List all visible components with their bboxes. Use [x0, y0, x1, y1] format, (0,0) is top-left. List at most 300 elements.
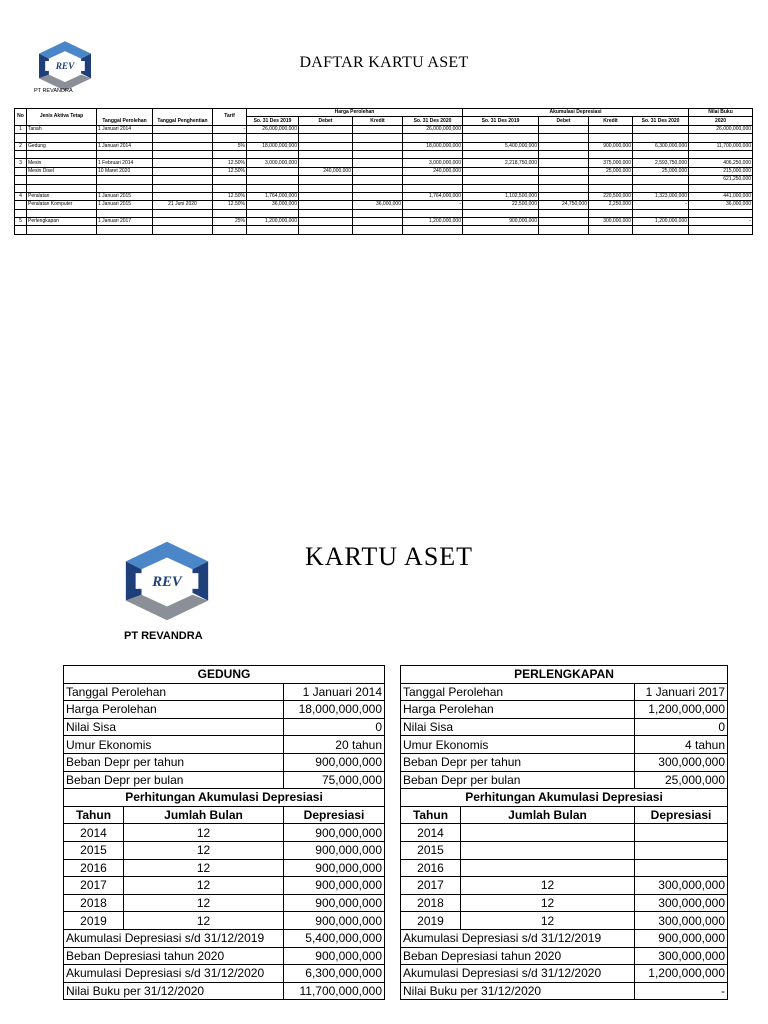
card-summary-row	[64, 929, 385, 947]
register-cell-no	[15, 167, 27, 175]
register-cell-hp19	[247, 176, 299, 184]
register-cell-nb: -	[689, 218, 753, 226]
register-cell-ad19: 5,400,000,000	[463, 142, 539, 150]
register-cell-hpd	[299, 192, 353, 200]
card-year: 2015	[401, 841, 461, 859]
card-year: 2019	[401, 912, 461, 930]
register-cell-th	[153, 134, 213, 142]
asset-card-gedung	[63, 665, 385, 1000]
register-cell-jenis	[27, 209, 97, 217]
card-depreciation: 900,000,000	[284, 841, 385, 859]
register-cell-add	[539, 218, 589, 226]
card-year: 2016	[64, 859, 124, 877]
register-cell-adk	[589, 134, 633, 142]
register-cell-ad20	[633, 150, 689, 158]
card-months	[461, 859, 635, 877]
register-cell-adk: 900,000,000	[589, 142, 633, 150]
card-year: 2018	[401, 894, 461, 912]
register-cell-ad20	[633, 226, 689, 234]
register-cell-hpk	[353, 150, 403, 158]
register-cell-th	[153, 167, 213, 175]
register-cell-tarif	[213, 176, 247, 184]
register-cell-hpk	[353, 184, 403, 192]
card-summary-label: Akumulasi Depresiasi s/d 31/12/2020	[401, 965, 635, 983]
register-cell-tp: 1 Januari 2014	[97, 142, 153, 150]
register-cell-ad20: 6,300,000,000	[633, 142, 689, 150]
register-cell-hpk	[353, 226, 403, 234]
kartu-aset-title: KARTU ASET	[305, 542, 474, 571]
register-cell-no	[15, 201, 27, 209]
register-cell-hp20: 240,000,000	[403, 167, 463, 175]
card-year-row	[64, 824, 385, 842]
register-cell-add	[539, 125, 589, 133]
register-row	[15, 142, 753, 150]
register-cell-th	[153, 218, 213, 226]
col-tanggal-perolehan: Tanggal Perolehan	[97, 109, 153, 126]
register-cell-nb: 621,250,000	[689, 176, 753, 184]
card-info-label: Umur Ekonomis	[401, 736, 635, 754]
register-cell-hpd	[299, 142, 353, 150]
register-cell-tarif	[213, 209, 247, 217]
card-summary-value: 6,300,000,000	[284, 965, 385, 983]
register-row	[15, 176, 753, 184]
register-cell-adk	[589, 176, 633, 184]
register-cell-no: 2	[15, 142, 27, 150]
register-cell-jenis: Tanah	[27, 125, 97, 133]
register-cell-tarif: 12.50%	[213, 201, 247, 209]
card-info-row	[401, 701, 728, 719]
register-cell-th	[153, 192, 213, 200]
register-cell-no	[15, 134, 27, 142]
card-summary-row	[401, 965, 728, 983]
card-summary-row	[64, 947, 385, 965]
register-cell-hp20	[403, 150, 463, 158]
register-cell-th	[153, 125, 213, 133]
register-cell-th	[153, 159, 213, 167]
register-cell-no	[15, 150, 27, 158]
card-colheader-row	[401, 806, 728, 824]
card-info-value: 25,000,000	[635, 771, 728, 789]
card-summary-value: 900,000,000	[635, 929, 728, 947]
register-cell-hpk	[353, 176, 403, 184]
register-cell-hp19: 1,764,000,000	[247, 192, 299, 200]
register-cell-adk	[589, 184, 633, 192]
register-cell-tp: 1 Januari 2014	[97, 125, 153, 133]
register-cell-hp20: 26,000,000,000	[403, 125, 463, 133]
register-cell-no	[15, 226, 27, 234]
card-depreciation: 300,000,000	[635, 877, 728, 895]
register-cell-th: 21 Juni 2020	[153, 201, 213, 209]
register-cell-hpk	[353, 125, 403, 133]
card-summary-value: 1,200,000,000	[635, 965, 728, 983]
register-cell-ad19	[463, 167, 539, 175]
card-info-label: Beban Depr per bulan	[401, 771, 635, 789]
register-cell-hpk	[353, 209, 403, 217]
register-cell-ad20: -	[633, 201, 689, 209]
register-cell-hpk	[353, 159, 403, 167]
card-info-row	[401, 771, 728, 789]
register-cell-ad20	[633, 176, 689, 184]
register-row	[15, 209, 753, 217]
register-cell-jenis	[27, 134, 97, 142]
register-cell-ad19	[463, 226, 539, 234]
register-cell-th	[153, 209, 213, 217]
register-cell-add	[539, 167, 589, 175]
card-summary-label: Beban Depresiasi tahun 2020	[64, 947, 284, 965]
register-cell-tp	[97, 176, 153, 184]
card-col-header: Jumlah Bulan	[124, 806, 284, 824]
card-info-label: Nilai Sisa	[401, 718, 635, 736]
card-section-title: Perhitungan Akumulasi Depresiasi	[64, 789, 385, 807]
card-info-row	[401, 718, 728, 736]
card-year-row	[64, 841, 385, 859]
card-info-value: 18,000,000,000	[284, 701, 385, 719]
register-cell-hpk	[353, 218, 403, 226]
col-group-akumulasi: Akumulasi Depresiasi	[463, 109, 689, 117]
register-cell-ad19: 900,000,000	[463, 218, 539, 226]
register-cell-hp19: 26,000,000,000	[247, 125, 299, 133]
register-cell-hpd	[299, 218, 353, 226]
company-name: PT REVANDRA	[34, 88, 73, 94]
register-cell-tarif	[213, 184, 247, 192]
register-cell-adk	[589, 226, 633, 234]
register-cell-ad19	[463, 209, 539, 217]
register-cell-nb: 36,000,000	[689, 201, 753, 209]
register-body	[15, 125, 753, 234]
card-year-row	[401, 841, 728, 859]
card-summary-row	[401, 929, 728, 947]
register-cell-add	[539, 176, 589, 184]
card-depreciation: 300,000,000	[635, 912, 728, 930]
card-months: 12	[124, 841, 284, 859]
card-months: 12	[124, 912, 284, 930]
card-summary-value: 11,700,000,000	[284, 982, 385, 1000]
card-info-row	[64, 753, 385, 771]
card-months	[461, 824, 635, 842]
card-info-row	[64, 718, 385, 736]
register-cell-adk	[589, 209, 633, 217]
card-year-row	[401, 912, 728, 930]
register-cell-tp	[97, 226, 153, 234]
register-title: DAFTAR KARTU ASET	[299, 54, 469, 71]
register-cell-hpd	[299, 201, 353, 209]
register-cell-adk: 25,000,000	[589, 167, 633, 175]
register-cell-tp	[97, 209, 153, 217]
card-summary-row	[64, 965, 385, 983]
register-cell-adk: 220,500,000	[589, 192, 633, 200]
register-cell-ad20	[633, 125, 689, 133]
card-year-row	[401, 877, 728, 895]
register-cell-hpd	[299, 226, 353, 234]
register-cell-ad19	[463, 134, 539, 142]
col-tanggal-penghentian: Tanggal Penghentian	[153, 109, 213, 126]
register-row	[15, 125, 753, 133]
register-cell-jenis	[27, 184, 97, 192]
card-year-row	[401, 894, 728, 912]
col-group-harga-perolehan: Harga Perolehan	[247, 109, 463, 117]
card-info-value: 900,000,000	[284, 753, 385, 771]
register-cell-hp19: 3,000,000,000	[247, 159, 299, 167]
card-info-value: 0	[284, 718, 385, 736]
card-col-header: Tahun	[401, 806, 461, 824]
register-cell-jenis: Mesin	[27, 159, 97, 167]
card-summary-value: 300,000,000	[635, 947, 728, 965]
card-info-label: Beban Depr per tahun	[401, 753, 635, 771]
register-cell-add	[539, 159, 589, 167]
card-info-row	[64, 736, 385, 754]
card-year: 2019	[64, 912, 124, 930]
card-months: 12	[124, 877, 284, 895]
register-cell-ad20	[633, 184, 689, 192]
register-cell-hpk: 36,000,000	[353, 201, 403, 209]
card-info-label: Beban Depr per tahun	[64, 753, 284, 771]
register-header-row-1	[15, 109, 753, 117]
register-cell-hp19: 18,000,000,000	[247, 142, 299, 150]
card-depreciation: 300,000,000	[635, 894, 728, 912]
register-cell-hp20: -	[403, 201, 463, 209]
register-row	[15, 134, 753, 142]
register-cell-no: 3	[15, 159, 27, 167]
register-cell-jenis: Gedung	[27, 142, 97, 150]
card-summary-row	[64, 982, 385, 1000]
svg-text:REV: REV	[152, 573, 182, 590]
card-info-row	[64, 771, 385, 789]
asset-register-table	[14, 108, 753, 235]
card-section-title: Perhitungan Akumulasi Depresiasi	[401, 789, 728, 807]
card-depreciation	[635, 824, 728, 842]
card-depreciation: 900,000,000	[284, 824, 385, 842]
register-cell-hp19	[247, 134, 299, 142]
register-cell-nb	[689, 134, 753, 142]
card-info-value: 1 Januari 2017	[635, 683, 728, 701]
register-cell-th	[153, 142, 213, 150]
register-cell-hp20: 18,000,000,000	[403, 142, 463, 150]
register-cell-adk	[589, 125, 633, 133]
register-cell-add	[539, 192, 589, 200]
register-cell-hp20: 3,000,000,000	[403, 159, 463, 167]
register-cell-adk: 375,000,000	[589, 159, 633, 167]
card-depreciation	[635, 841, 728, 859]
card-info-label: Umur Ekonomis	[64, 736, 284, 754]
col-no: No	[15, 109, 27, 126]
register-cell-tarif	[213, 150, 247, 158]
register-cell-jenis: Perlengkapan	[27, 218, 97, 226]
register-cell-hp19	[247, 226, 299, 234]
register-cell-hp20	[403, 209, 463, 217]
register-cell-add	[539, 150, 589, 158]
col-nb-2020: 2020	[689, 117, 753, 125]
register-cell-tp	[97, 134, 153, 142]
company-name-large: PT REVANDRA	[124, 630, 203, 642]
register-cell-no: 5	[15, 218, 27, 226]
register-cell-adk: 300,000,000	[589, 218, 633, 226]
card-info-row	[401, 753, 728, 771]
register-cell-hp19	[247, 167, 299, 175]
card-year-row	[64, 859, 385, 877]
register-cell-no	[15, 176, 27, 184]
card-months: 12	[124, 894, 284, 912]
card-header-row	[64, 666, 385, 684]
register-cell-adk: 2,250,000	[589, 201, 633, 209]
register-cell-ad19	[463, 150, 539, 158]
register-cell-jenis	[27, 176, 97, 184]
register-cell-ad19	[463, 176, 539, 184]
card-depreciation: 900,000,000	[284, 894, 385, 912]
card-depreciation: 900,000,000	[284, 912, 385, 930]
card-year-row	[64, 912, 385, 930]
register-cell-nb	[689, 150, 753, 158]
register-cell-jenis: Peralatan Komputer	[27, 201, 97, 209]
card-summary-value: -	[635, 982, 728, 1000]
register-cell-hp20: 1,200,000,000	[403, 218, 463, 226]
card-year: 2014	[401, 824, 461, 842]
register-cell-nb	[689, 209, 753, 217]
card-col-header: Tahun	[64, 806, 124, 824]
register-cell-hp20	[403, 226, 463, 234]
card-months: 12	[461, 912, 635, 930]
register-cell-hp19: 36,000,000	[247, 201, 299, 209]
register-row	[15, 192, 753, 200]
col-hp-kredit: Kredit	[353, 117, 403, 125]
col-jenis: Jenis Aktiva Tetap	[27, 109, 97, 126]
register-cell-add: 24,750,000	[539, 201, 589, 209]
register-cell-ad19: 22,500,000	[463, 201, 539, 209]
register-row	[15, 218, 753, 226]
register-cell-adk	[589, 150, 633, 158]
register-cell-ad19	[463, 125, 539, 133]
register-row	[15, 159, 753, 167]
register-cell-add	[539, 209, 589, 217]
register-cell-hpd	[299, 209, 353, 217]
register-cell-hpd	[299, 150, 353, 158]
register-cell-jenis: Mesin Disel	[27, 167, 97, 175]
card-col-header: Depresiasi	[284, 806, 385, 824]
register-cell-hpk	[353, 167, 403, 175]
card-info-label: Harga Perolehan	[401, 701, 635, 719]
card-depreciation	[635, 859, 728, 877]
register-cell-hp19	[247, 150, 299, 158]
logo-mark-large	[118, 538, 216, 624]
register-cell-hp20	[403, 134, 463, 142]
card-summary-label: Akumulasi Depresiasi s/d 31/12/2020	[64, 965, 284, 983]
register-cell-hpd	[299, 125, 353, 133]
register-cell-tarif: 12.50%	[213, 159, 247, 167]
register-cell-tp: 1 Januari 2015	[97, 192, 153, 200]
card-info-value: 1 Januari 2014	[284, 683, 385, 701]
company-logo-large	[118, 538, 216, 624]
asset-card-perlengkapan	[400, 665, 728, 1000]
card-info-value: 0	[635, 718, 728, 736]
register-cell-nb: 215,000,000	[689, 167, 753, 175]
register-cell-tp: 1 Januari 2017	[97, 218, 153, 226]
register-cell-tarif: -	[213, 125, 247, 133]
card-year-row	[64, 894, 385, 912]
card-summary-row	[401, 982, 728, 1000]
register-cell-hpd: 240,000,000	[299, 167, 353, 175]
register-cell-tp	[97, 150, 153, 158]
card-year: 2015	[64, 841, 124, 859]
card-year-row	[64, 877, 385, 895]
card-summary-label: Nilai Buku per 31/12/2020	[64, 982, 284, 1000]
card-year-row	[401, 859, 728, 877]
register-row	[15, 184, 753, 192]
card-months: 12	[461, 877, 635, 895]
register-cell-nb	[689, 184, 753, 192]
card-info-row	[401, 683, 728, 701]
card-col-header: Depresiasi	[635, 806, 728, 824]
col-hp-so2020: So. 31 Des 2020	[403, 117, 463, 125]
register-cell-hp19: 1,200,000,000	[247, 218, 299, 226]
card-info-value: 20 tahun	[284, 736, 385, 754]
register-cell-nb: 406,250,000	[689, 159, 753, 167]
card-months: 12	[124, 859, 284, 877]
card-summary-value: 5,400,000,000	[284, 929, 385, 947]
register-cell-add	[539, 184, 589, 192]
register-cell-hpk	[353, 134, 403, 142]
register-cell-tp	[97, 184, 153, 192]
register-cell-ad20: 1,323,000,000	[633, 192, 689, 200]
register-row	[15, 150, 753, 158]
col-ad-so2020: So. 31 Des 2020	[633, 117, 689, 125]
register-cell-ad19: 1,102,500,000	[463, 192, 539, 200]
register-cell-jenis	[27, 150, 97, 158]
register-cell-nb: 26,000,000,000	[689, 125, 753, 133]
register-cell-tarif: 12.50%	[213, 192, 247, 200]
card-info-label: Nilai Sisa	[64, 718, 284, 736]
register-cell-no: 4	[15, 192, 27, 200]
col-hp-debet: Debet	[299, 117, 353, 125]
register-cell-tarif	[213, 134, 247, 142]
register-cell-nb: 441,000,000	[689, 192, 753, 200]
register-cell-tp: 1 Februari 2014	[97, 159, 153, 167]
register-cell-th	[153, 150, 213, 158]
col-ad-debet: Debet	[539, 117, 589, 125]
register-cell-hp19	[247, 184, 299, 192]
card-section-row	[64, 789, 385, 807]
register-cell-hpd	[299, 134, 353, 142]
register-cell-ad20	[633, 134, 689, 142]
card-summary-label: Akumulasi Depresiasi s/d 31/12/2019	[64, 929, 284, 947]
register-cell-ad19: 2,218,750,000	[463, 159, 539, 167]
card-year: 2017	[64, 877, 124, 895]
card-months: 12	[124, 824, 284, 842]
card-info-label: Harga Perolehan	[64, 701, 284, 719]
card-col-header: Jumlah Bulan	[461, 806, 635, 824]
col-ad-so2019: So. 31 Des 2019	[463, 117, 539, 125]
register-cell-nb	[689, 226, 753, 234]
register-cell-jenis	[27, 226, 97, 234]
register-cell-th	[153, 184, 213, 192]
register-cell-hp20	[403, 184, 463, 192]
card-info-row	[64, 701, 385, 719]
register-cell-tarif: 25%	[213, 218, 247, 226]
register-cell-hp20	[403, 176, 463, 184]
register-row	[15, 226, 753, 234]
card-year: 2016	[401, 859, 461, 877]
register-cell-ad19	[463, 184, 539, 192]
register-cell-no: 1	[15, 125, 27, 133]
register-cell-tarif: 5%	[213, 142, 247, 150]
col-tarif: Tarif	[213, 109, 247, 126]
card-info-label: Tanggal Perolehan	[401, 683, 635, 701]
card-year: 2018	[64, 894, 124, 912]
register-cell-tp: 10 Maret 2020	[97, 167, 153, 175]
register-cell-add	[539, 226, 589, 234]
card-months	[461, 841, 635, 859]
register-cell-nb: 11,700,000,000	[689, 142, 753, 150]
card-info-label: Beban Depr per bulan	[64, 771, 284, 789]
card-info-label: Tanggal Perolehan	[64, 683, 284, 701]
